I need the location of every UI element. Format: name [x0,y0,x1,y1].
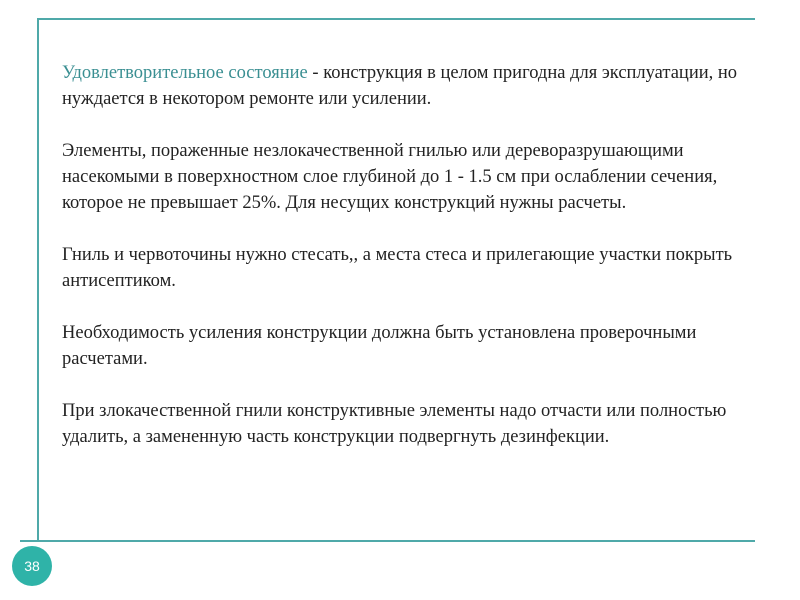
paragraph-malignant-rot: При злокачественной гнили конструктивные элементы надо отчасти или полностью удалить, а замененную часть конструкции подвергнуть дезинфекции. [62,401,727,447]
paragraph-reinforcement: Необходимость усиления конструкции должна быть установлена проверочными расчетами. [62,323,697,369]
condition-definition: - конструкция в целом пригодна для эксплуатации, но нуждается в некотором ремонте или усилении. [62,63,738,109]
paragraph-rot-removal: Гниль и червоточины нужно стесать,, а места стеса и прилегающие участки покрыть антисептиком. [62,245,733,291]
frame-bottom-line [20,540,755,542]
condition-term: Удовлетворительное состояние [62,63,308,83]
paragraph-affected-elements: Элементы, пораженные незлокачественной гнилью или дереворазрушающими насекомыми в поверхностном слое глубиной до 1 - 1.5 см при ослаблении сечения, которое не превышает 25%. Для несущих конструкций нужны расчеты. [62,141,718,213]
frame-top-line [37,18,755,20]
frame-left-line [37,18,39,542]
page-number-badge: 38 [12,546,52,586]
paragraph-condition [62,60,752,112]
slide-content [62,60,752,476]
